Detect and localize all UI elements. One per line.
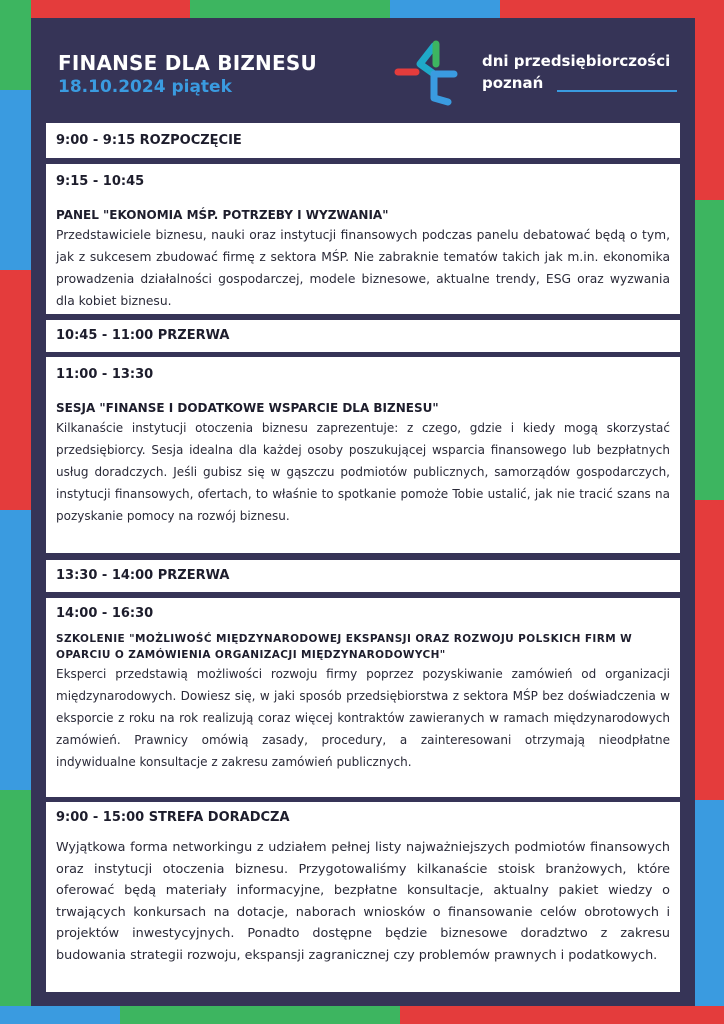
brand-line-1: dni przedsiębiorczości [482,52,671,70]
bg-tile [190,0,390,18]
event-date: 18.10.2024 piątek [58,77,232,97]
schedule-headline: SZKOLENIE "MOŻLIWOŚĆ MIĘDZYNARODOWEJ EKSPANSJI ORAZ ROZWOJU POLSKICH FIRM W OPARCIU O ZAMÓWIENIA ORGANIZACJI MIĘDZYNARODOWYCH" [56,633,633,661]
schedule-description: Eksperci przedstawią możliwości rozwoju firmy poprzez pozyskiwanie zamówień od organizacji międzynarodowych. Dowiesz się, w jaki sposób przedsiębiorstwa z sektora MŚP bez doświadczenia w eksporcie z roku na rok realizują coraz więcej kontraktów zawieranych w ramach międzynarodowych zamówień. Prawnicy omówią zasady, procedury, a zainteresowani otrzymają nieodpłatne indywidualne konsultacje z zakresu zamówień publicznych. [56,667,670,769]
bg-tile [390,0,500,18]
schedule-item-advisory-zone [46,802,680,992]
schedule-item-break-1 [46,320,680,352]
brand-line-2: poznań [482,74,544,92]
brand-underline [557,90,677,92]
bg-tile [0,0,31,90]
schedule-item-break-2 [46,560,680,592]
bg-tile [695,200,724,500]
brand-name [482,50,670,94]
page-title: FINANSE DLA BIZNESU [58,51,317,75]
bg-tile [500,0,724,18]
schedule-time: 11:00 - 13:30 [56,367,154,382]
bg-tile [0,270,31,510]
schedule-time: 9:00 - 9:15 ROZPOCZĘCIE [56,133,242,148]
schedule-time: 13:30 - 14:00 PRZERWA [56,568,230,583]
bg-tile [0,90,31,270]
schedule-time: 9:15 - 10:45 [56,174,145,189]
schedule-time: 10:45 - 11:00 PRZERWA [56,328,230,343]
schedule-headline: SESJA "FINANSE I DODATKOWE WSPARCIE DLA BIZNESU" [56,401,439,415]
header [58,50,317,98]
bg-tile [120,1006,400,1024]
bg-tile [695,500,724,800]
bg-tile [695,800,724,1024]
schedule-description: Przedstawiciele biznesu, nauki oraz instytucji finansowych podczas panelu debatować będą o tym, jak z sukcesem zbudować firmę z sektora MŚP. Nie zabraknie tematów takich jak m.in. ekonomika prowadzenia działalności gospodarczej, modele biznesowe, aktualne trendy, ESG oraz wyzwania dla kobiet biznesu. [56,228,670,308]
schedule-item-training [46,598,680,797]
logo-mark-icon [390,40,480,106]
schedule-time: 9:00 - 15:00 STREFA DORADCZA [56,810,290,825]
bg-tile [0,510,31,790]
schedule-item-session [46,357,680,553]
bg-tile [400,1006,724,1024]
bg-tile [0,790,31,1024]
schedule-item-opening [46,123,680,158]
schedule-headline: PANEL "EKONOMIA MŚP. POTRZEBY I WYZWANIA" [56,208,389,222]
schedule-description: Wyjątkowa forma networkingu z udziałem pełnej listy najważniejszych podmiotów finansowych oraz instytucji otoczenia biznesu. Przygotowaliśmy kilkanaście stoisk branżowych, które oferować będą materiały informacyjne, bezpłatne konsultacje, aktualny pakiet wiedzy o trwających konkursach na dotacje, naborach wniosków o finansowanie celów obrotowych i projektów inwestycyjnych. Ponadto dostępne będzie biznesowe doradztwo z zakresu budowania strategii rozwoju, ekspansji zagranicznej czy problemów prawnych i podatkowych. [56,840,670,963]
schedule-item-panel [46,164,680,314]
bg-tile [0,1006,120,1024]
schedule-description: Kilkanaście instytucji otoczenia biznesu zaprezentuje: z czego, gdzie i kiedy mogą skorzystać przedsiębiorcy. Sesja idealna dla każdej osoby poszukującej wsparcia finansowego lub bezpłatnych usług doradczych. Jeśli gubisz się w gąszczu podmiotów publicznych, samorządów gospodarczych, instytucji finansowych, ofertach, to właśnie to spotkanie pomoże Tobie ustalić, jak nie tracić szans na pozyskanie pomocy na rozwój biznesu. [56,421,670,523]
schedule-time: 14:00 - 16:30 [56,606,154,621]
bg-tile [695,0,724,200]
